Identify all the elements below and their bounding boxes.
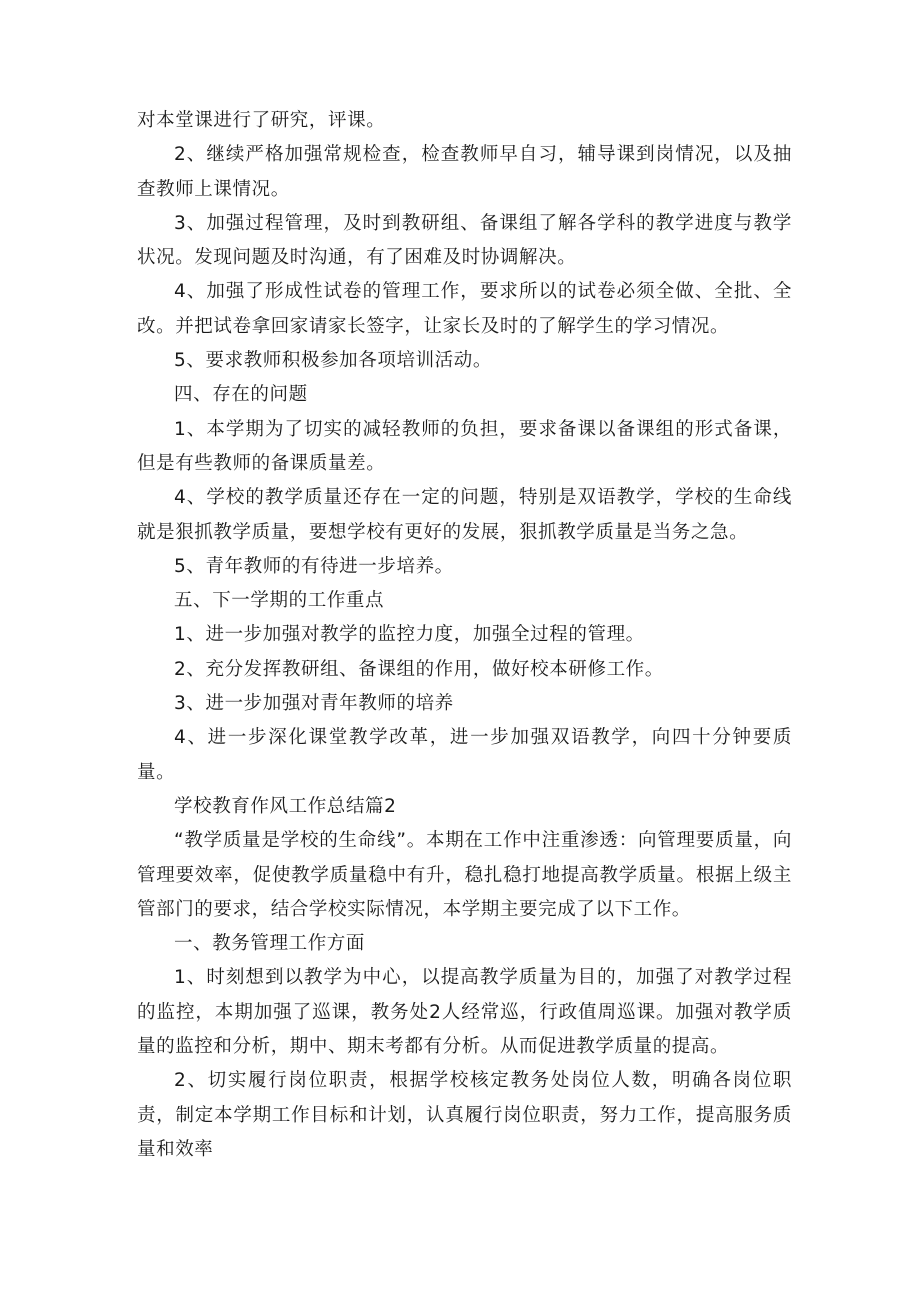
paragraph-item-2-inspection: 2、继续严格加强常规检查，检查教师早自习，辅导课到岗情况，以及抽查教师上课情况。 [137, 144, 792, 200]
paragraph-plan-4: 4、进一步深化课堂教学改革，进一步加强双语教学，向四十分钟要质量。 [137, 727, 792, 783]
paragraph-affairs-2: 2、切实履行岗位职责，根据学校核定教务处岗位人数，明确各岗位职责，制定本学期工作目标和计划，认真履行岗位职责，努力工作，提高服务质量和效率 [137, 1070, 792, 1160]
paragraph-plan-3: 3、进一步加强对青年教师的培养 [174, 693, 454, 715]
paragraph-problem-1: 1、本学期为了切实的减轻教师的负担，要求备课以备课组的形式备课，但是有些教师的备课质量差。 [137, 418, 792, 474]
section-heading-academic-affairs: 一、教务管理工作方面 [174, 933, 366, 955]
paragraph-problem-4: 4、学校的教学质量还存在一定的问题，特别是双语教学，学校的生命线就是狠抓教学质量，要想学校有更好的发展，狠抓教学质量是当务之急。 [137, 487, 792, 543]
paragraph-plan-2: 2、充分发挥教研组、备课组的作用，做好校本研修工作。 [174, 658, 664, 680]
paragraph-continuation: 对本堂课进行了研究，评课。 [137, 110, 386, 131]
paragraph-item-5-training: 5、要求教师积极参加各项培训活动。 [174, 350, 492, 372]
paragraph-problem-5: 5、青年教师的有待进一步培养。 [174, 555, 454, 577]
paragraph-intro: “教学质量是学校的生命线”。本期在工作中注重渗透：向管理要质量，向管理要效率，促使教学质量稳中有升，稳扎稳打地提高教学质量。根据上级主管部门的要求，结合学校实际情况，本学期主要完成了以下工作。 [137, 830, 792, 920]
section-heading-next-term: 五、下一学期的工作重点 [174, 590, 385, 612]
article-title-part-2: 学校教育作风工作总结篇2 [174, 795, 397, 817]
paragraph-item-4-tests: 4、加强了形成性试卷的管理工作，要求所以的试卷必须全做、全批、全改。并把试卷拿回家请家长签字，让家长及时的了解学生的学习情况。 [137, 281, 792, 337]
paragraph-item-3-process: 3、加强过程管理，及时到教研组、备课组了解各学科的教学进度与教学状况。发现问题及时沟通，有了困难及时协调解决。 [137, 212, 792, 269]
document-body [137, 104, 792, 1167]
paragraph-affairs-1: 1、时刻想到以教学为中心，以提高教学质量为目的，加强了对教学过程的监控，本期加强了巡课，教务处2人经常巡，行政值周巡课。加强对教学质量的监控和分析，期中、期末考都有分析。从而促进教学质量的提高。 [137, 967, 792, 1058]
section-heading-problems: 四、存在的问题 [174, 384, 308, 406]
paragraph-plan-1: 1、进一步加强对教学的监控力度，加强全过程的管理。 [174, 624, 645, 646]
